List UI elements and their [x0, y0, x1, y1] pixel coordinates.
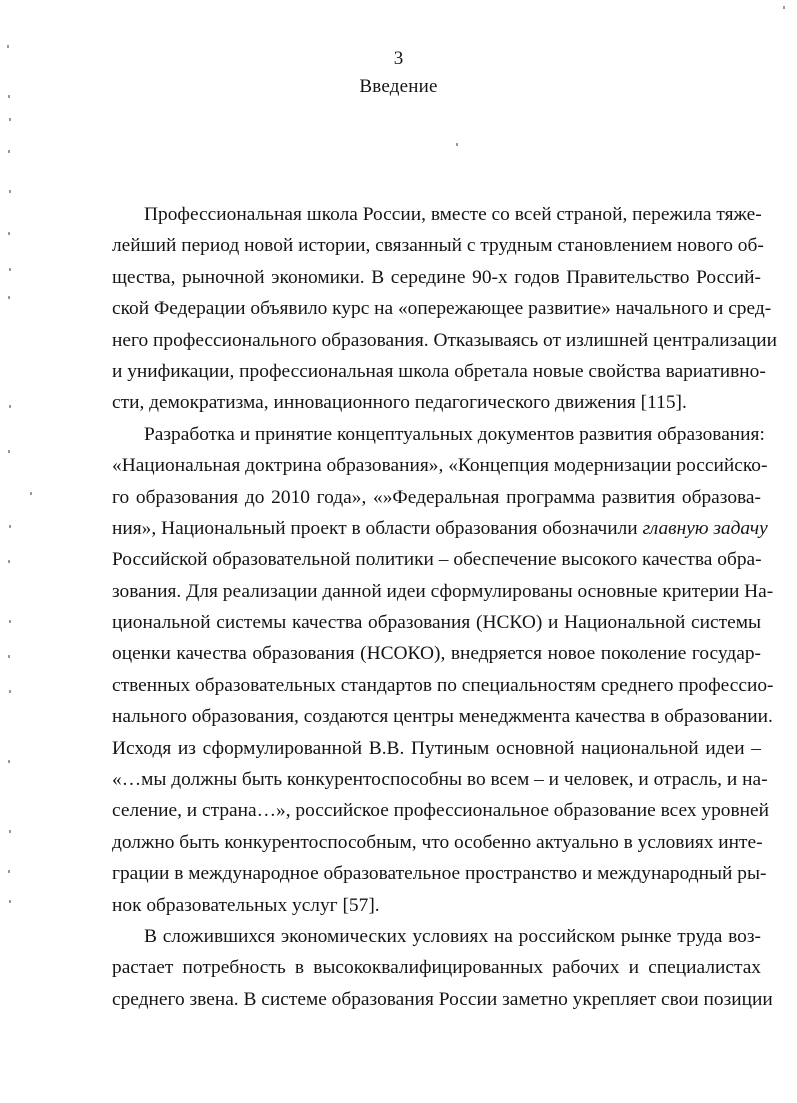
scan-speck	[8, 760, 10, 763]
emphasis-text: главную задачу	[642, 517, 768, 539]
scan-speck	[8, 560, 10, 563]
paragraph-2-line-3: го образования до 2010 года», «»Федеральная программа развития образова-	[112, 486, 761, 508]
scan-speck	[8, 296, 10, 299]
scan-speck	[8, 232, 10, 235]
paragraph-2-line-2: «Национальная доктрина образования», «Концепция модернизации российско-	[112, 455, 768, 477]
paragraph-1-line-1: Профессиональная школа России, вместе со всей страной, пережила тяже-	[144, 204, 762, 225]
paragraph-2-line-16: нок образовательных услуг [57].	[112, 894, 380, 916]
paragraph-1-line-3: щества, рыночной экономики. В середине 90-х годов Правительство Россий-	[112, 266, 761, 288]
scan-speck	[783, 6, 785, 9]
scan-speck	[9, 118, 11, 121]
scan-speck	[9, 830, 11, 833]
paragraph-2-line-14: должно быть конкурентоспособным, что особенно актуально в условиях инте-	[112, 831, 763, 853]
scan-speck	[8, 95, 10, 98]
paragraph-2-line-1: Разработка и принятие концептуальных документов развития образования:	[144, 423, 765, 445]
paragraph-1-line-7: сти, демократизма, инновационного педагогического движения [115].	[112, 392, 687, 414]
paragraph-2-line-9: ственных образовательных стандартов по специальностям среднего профессио-	[112, 674, 774, 696]
scan-speck	[30, 492, 32, 495]
scan-speck	[8, 450, 10, 453]
paragraph-2-line-11: Исходя из сформулированной В.В. Путиным основной национальной идеи –	[112, 737, 761, 759]
paragraph-2-line-4-text: ния», Национальный проект в области образования обозначили	[112, 517, 643, 539]
paragraph-2-line-5: Российской образовательной политики – обеспечение высокого качества обра-	[112, 549, 762, 571]
paragraph-1-line-5: него профессионального образования. Отказываясь от излишней централизации	[112, 329, 778, 351]
paragraph-2-line-15: грации в международное образовательное пространство и международный ры-	[112, 863, 767, 885]
paragraph-2-line-13: селение, и страна…», российское профессиональное образование всех уровней	[112, 800, 770, 822]
scan-speck	[9, 405, 11, 408]
scan-speck	[9, 690, 11, 693]
body-text	[112, 199, 778, 1015]
paragraph-2-line-7: циональной системы качества образования (НСКО) и Национальной системы	[112, 612, 761, 634]
scan-speck	[9, 900, 11, 903]
paragraph-1-line-6: и унификации, профессиональная школа обретала новые свойства вариативно-	[112, 360, 766, 382]
paragraph-3-line-1: В сложившихся экономических условиях на российском рынке труда воз-	[144, 925, 761, 947]
scan-speck	[8, 150, 10, 153]
scan-speck	[8, 655, 10, 658]
paragraph-3-line-2: растает потребность в высококвалифицированных рабочих и специалистах	[112, 957, 761, 979]
scan-speck	[9, 620, 11, 623]
paragraph-1-line-4: ской Федерации объявило курс на «опережающее развитие» начального и сред-	[112, 298, 772, 320]
page-number: 3	[393, 48, 404, 69]
paragraph-2-line-4	[112, 513, 768, 544]
scan-speck	[456, 143, 458, 146]
page-title: Введение	[359, 76, 438, 97]
scan-speck	[9, 525, 11, 528]
scan-speck	[9, 268, 11, 271]
paragraph-2-line-12: «…мы должны быть конкурентоспособны во всем – и человек, и отрасль, и на-	[112, 769, 768, 791]
scan-speck	[9, 190, 11, 193]
paragraph-1-line-2: лейший период новой истории, связанный с трудным становлением нового об-	[112, 235, 764, 257]
scan-speck	[7, 45, 9, 48]
scan-speck	[8, 870, 10, 873]
paragraph-2-line-10: нального образования, создаются центры менеджмента качества в образовании.	[112, 706, 773, 728]
paragraph-2-line-6: зования. Для реализации данной идеи сформулированы основные критерии На-	[112, 580, 774, 602]
paragraph-3-line-3: среднего звена. В системе образования России заметно укрепляет свои позиции	[112, 988, 773, 1010]
paragraph-2-line-8: оценки качества образования (НСОКО), внедряется новое поколение государ-	[112, 643, 761, 665]
